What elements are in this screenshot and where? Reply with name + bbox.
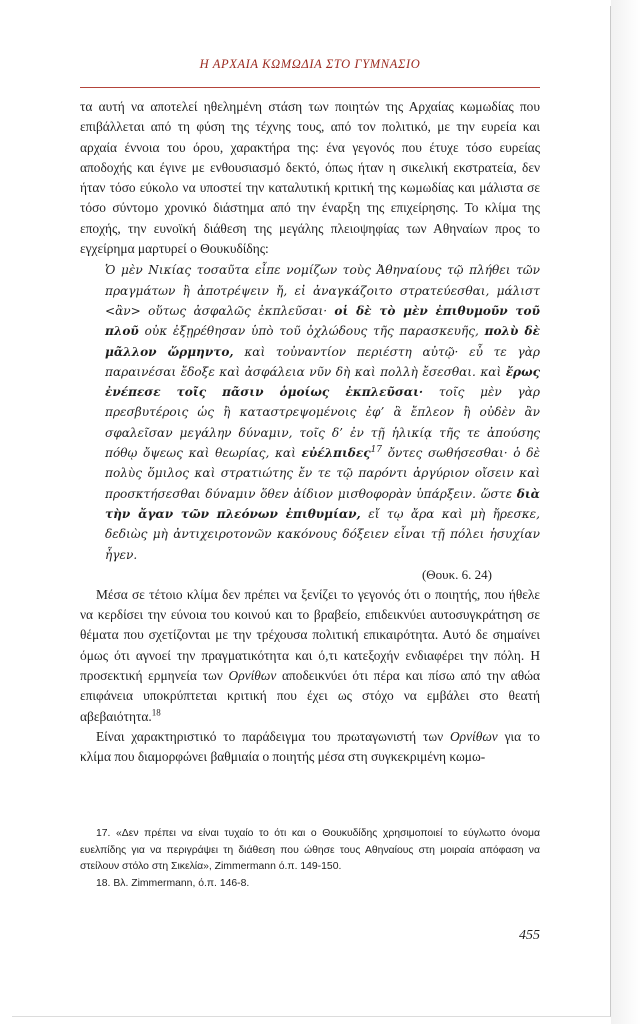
footnotes — [80, 826, 540, 892]
quote-bold-2: πολὺ δὲ μᾶλλον ὥρμηντο, — [105, 324, 540, 359]
header-rule — [80, 87, 540, 88]
paragraph-1: τα αυτή να αποτελεί ηθελημένη στάση των ποιητών της Αρχαίας κωμωδίας που επιβάλλεται από τη φύση της τέχνης τους, από τον πολιτικό, με την ευρεία και αρχαία έννοια του όρου, χαρακτήρα της: ένα γεγονός που έτυχε τόσο ευρείας αποδοχής και έγινε με ενθουσιασμό δεκτό, όπως ήταν η σικελική εκστρατεία, δεν ήταν τόσο εύκολο να υποστεί την καταλυτική κριτική της κωμωδίας και μάλιστα σε τόσο σύντομο χρονικό διάστημα από την έναρξη της επιχείρησης. Το κλίμα της εποχής, την ευνοϊκή διάθεση της μεγάλης πλειοψηφίας των Αθηναίων προς το εγχείρημα μαρτυρεί ο Θουκυδίδης: — [80, 99, 540, 257]
footnote-number: 17. — [96, 828, 111, 839]
paragraph-3-end: για το κλίμα που διαμορφώνει βαθμιαία ο ποιητής μέσα στη συγκεκριμένη κωμω- — [80, 728, 540, 765]
paragraph-2 — [80, 585, 540, 727]
page-edge-shadow — [611, 0, 641, 1024]
footnote-18 — [80, 876, 540, 893]
quote-bold-3: ἔρως ἐνέπεσε τοῖς πᾶσιν ὁμοίως ἐκπλεῦσαι· — [105, 364, 540, 400]
quote-text-4: τοῖς μὲν γὰρ πρεσβυτέροις ὡς ἢ καταστρεψομένοις ἐφ’ ἃ ἔπλεον ἢ οὐδὲν ἂν σφαλεῖσαν μεγάλην δύναμιν, τοῖς δ’ ἐν τῇ ἡλικίᾳ τῆς τε ἀπούσης πόθῳ ὄψεως καὶ θεωρίας, καὶ — [105, 385, 540, 461]
thucydides-quote — [105, 260, 540, 564]
quote-text-5: ὄντες σωθήσεσθαι· ὁ δὲ πολὺς ὅμιλος καὶ στρατιώτης ἔν τε τῷ παρόντι ἀργύριον οἴσειν καὶ προσκτήσεσθαι δύναμιν ὅθεν ἀίδιον μισθοφορὰν ὑπάρξειν. ὥστε — [105, 446, 540, 501]
footnote-17 — [80, 826, 540, 876]
quote-citation: (Θουκ. 6. 24) — [421, 566, 492, 582]
footnote-ref-17: 17 — [370, 445, 383, 456]
quote-bold-5: διὰ τὴν ἄγαν τῶν πλεόνων ἐπιθυμίαν, — [105, 486, 540, 521]
footnote-text: «Δεν πρέπει να είναι τυχαίο το ότι και ο Θουκυδίδης χρησιμοποιεί το εύγλωττο όνομα ευελπίδης για να περιγράψει τη διάθεση που ώθησε τους Αθηναίους στη μοιραία απόφαση να στείλουν στόλο στη Σικελία», Zimmermann ό.π. 149-150. — [80, 828, 540, 872]
quote-bold-1: οἱ δὲ τὸ μὲν ἐπιθυμοῦν τοῦ πλοῦ — [105, 303, 540, 339]
footnote-text: Βλ. Zimmermann, ό.π. 146-8. — [113, 877, 250, 889]
page-number: 455 — [519, 928, 540, 943]
footnote-number: 18. — [96, 877, 111, 889]
paragraph-3-italic-title: Ορνίθων — [450, 728, 498, 744]
running-header: Η ΑΡΧΑΙΑ ΚΩΜΩΔΙΑ ΣΤΟ ΓΥΜΝΑΣΙΟ — [199, 57, 421, 71]
quote-text-2: οὐκ ἐξῃρέθησαν ὑπὸ τοῦ ὀχλώδους τῆς παρασκευῆς, — [144, 324, 479, 339]
paragraph-2-text: Μέσα σε τέτοιο κλίμα δεν πρέπει να ξενίζει το γεγονός ότι ο ποιητής, που ήθελε να κερδίσει την εύνοια του κοινού και το βραβείο, επιδεικνύει αυτοσυγκράτηση σε θέματα που σχετίζονται με την τρέχουσα πολιτική επικαιρότητα. Αυτό δε σημαίνει όμως ότι αγνοεί την πραγματικότητα και ό,τι κατεξοχήν ενδιαφέρει την πόλη. Η προσεκτική ερμηνεία των — [80, 586, 540, 684]
paragraph-3 — [80, 727, 540, 768]
main-text — [80, 97, 540, 768]
paragraph-2-italic-title: Ορνίθων — [228, 668, 277, 684]
quote-text-3: καὶ τοὐναντίον περιέστη αὐτῷ· εὖ τε γὰρ παραινέσαι ἔδοξε καὶ ἀσφάλεια νῦν δὴ καὶ πολλὴ ἔσεσθαι. καὶ — [105, 344, 540, 379]
quote-bold-4: εὐέλπιδες — [301, 446, 371, 461]
quote-text-1: Ὁ μὲν Νικίας τοσαῦτα εἶπε νομίζων τοὺς Ἀθηναίους τῷ πλήθει τῶν πραγμάτων ἢ ἀποτρέψειν ἤ, εἰ ἀναγκάζοιτο στρατεύεσθαι, μάλιστ <ἂν> οὕτως ἀσφαλῶς ἐκπλεῦσαι· — [105, 263, 540, 318]
paragraph-3-start: Είναι χαρακτηριστικό το παράδειγμα του πρωταγωνιστή των — [96, 728, 444, 744]
footnote-ref-18: 18 — [151, 707, 161, 718]
quote-text-6: εἴ τῳ ἄρα καὶ μὴ ἤρεσκε, δεδιὼς μὴ ἀντιχειροτονῶν κακόνους δόξειεν εἶναι τῇ πόλει ἡσυχίαν ἦγεν. — [105, 506, 540, 562]
paragraph-2-end: αποδεικνύει ότι πέρα και πίσω από την αθώα επιφάνεια υποκρύπτεται κριτική που έχει ως στόχο να εμβάλει στο θεατή αβεβαιότητα. — [80, 668, 540, 724]
